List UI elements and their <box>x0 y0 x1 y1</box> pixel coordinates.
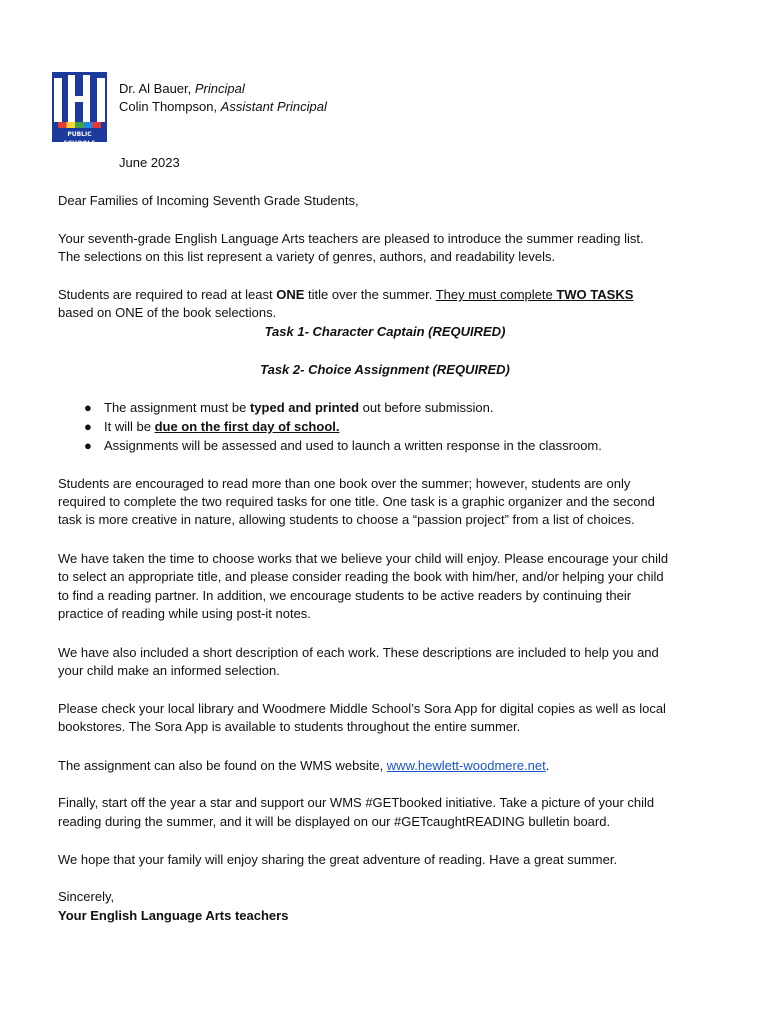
paragraph-5-line-2: your child make an informed selection. <box>58 663 280 678</box>
principal-name: Dr. Al Bauer, <box>119 81 192 96</box>
principal-line <box>119 80 245 98</box>
paragraph-3-line-3: task is more creative in nature, allowing students to choose a “passion project” from a list of choices. <box>58 512 635 527</box>
b2-b: due on the first day of school. <box>154 419 340 434</box>
salutation: Dear Families of Incoming Seventh Grade Students, <box>58 193 359 208</box>
p2-text-b: title over the summer. <box>304 287 436 302</box>
bullet-dot: ● <box>84 438 92 453</box>
closing: Sincerely, <box>58 889 115 904</box>
paragraph-5-line-1: We have also included a short description of each work. These descriptions are included to help you and <box>58 645 659 660</box>
paragraph-9: We hope that your family will enjoy sharing the great adventure of reading. Have a great summer. <box>58 852 618 867</box>
p2-text-a: Students are required to read at least <box>58 287 277 302</box>
website-link[interactable]: www.hewlett-woodmere.net <box>386 758 546 773</box>
logo-caption: PUBLIC SCHOOLS <box>63 131 96 147</box>
paragraph-1-line-2: The selections on this list represent a variety of genres, authors, and readability levels. <box>58 249 556 264</box>
paragraph-4-line-1: We have taken the time to choose works that we believe your child will enjoy. Please encourage your child <box>58 551 669 566</box>
letter-date: June 2023 <box>119 155 180 170</box>
bullet-item-2 <box>84 418 339 436</box>
logo-h-crossbar <box>68 96 90 102</box>
school-logo <box>52 72 107 147</box>
task-1-heading: Task 1- Character Captain (REQUIRED) <box>264 324 506 339</box>
paragraph-4-line-2: to select an appropriate title, and please consider reading the book with him/her, and/or helping your child <box>58 569 664 584</box>
bullet-dot: ● <box>84 419 92 434</box>
p2-must: They must complete <box>435 287 557 302</box>
p2-two-tasks: TWO TASKS <box>556 287 634 302</box>
paragraph-3-line-2: required to complete the two required tasks for one title. One task is a graphic organizer and the second <box>58 494 655 509</box>
bullet-item-3 <box>84 437 602 455</box>
paragraph-2-line-1 <box>58 286 633 304</box>
logo-color-strip <box>58 122 101 128</box>
paragraph-6-line-1: Please check your local library and Woodmere Middle School’s Sora App for digital copies as well as local <box>58 701 666 716</box>
b1-c: out before submission. <box>359 400 494 415</box>
p2-one: ONE <box>276 287 305 302</box>
paragraph-7 <box>58 757 549 775</box>
p7-text: The assignment can also be found on the WMS website, <box>58 758 387 773</box>
bullet-item-1 <box>84 399 493 417</box>
paragraph-1-line-1: Your seventh-grade English Language Arts teachers are pleased to introduce the summer reading list. <box>58 231 644 246</box>
p7-end: . <box>545 758 550 773</box>
logo-side-right <box>97 78 105 122</box>
paragraph-8-line-1: Finally, start off the year a star and support our WMS #GETbooked initiative. Take a picture of your child <box>58 795 655 810</box>
assistant-name: Colin Thompson, <box>119 99 218 114</box>
logo-side-left <box>54 78 62 122</box>
paragraph-3-line-1: Students are encouraged to read more than one book over the summer; however, students are only <box>58 476 631 491</box>
signature: Your English Language Arts teachers <box>58 908 289 923</box>
b2-a: It will be <box>104 419 155 434</box>
bullet-dot: ● <box>84 400 92 415</box>
task-2-heading: Task 2- Choice Assignment (REQUIRED) <box>260 362 510 377</box>
paragraph-4-line-4: practice of reading while using post-it notes. <box>58 606 311 621</box>
b1-a: The assignment must be <box>104 400 250 415</box>
principal-title: Principal <box>194 81 245 96</box>
b1-b: typed and printed <box>249 400 360 415</box>
paragraph-6-line-2: bookstores. The Sora App is available to students throughout the entire summer. <box>58 719 521 734</box>
paragraph-4-line-3: to find a reading partner. In addition, we encourage students to be active readers by continuing their <box>58 588 632 603</box>
assistant-principal-line <box>119 98 327 116</box>
paragraph-2-line-2: based on ONE of the book selections. <box>58 305 277 320</box>
b3: Assignments will be assessed and used to launch a written response in the classroom. <box>104 438 602 453</box>
paragraph-8-line-2: reading during the summer, and it will be displayed on our #GETcaughtREADING bulletin board. <box>58 814 611 829</box>
assistant-title: Assistant Principal <box>220 99 327 114</box>
